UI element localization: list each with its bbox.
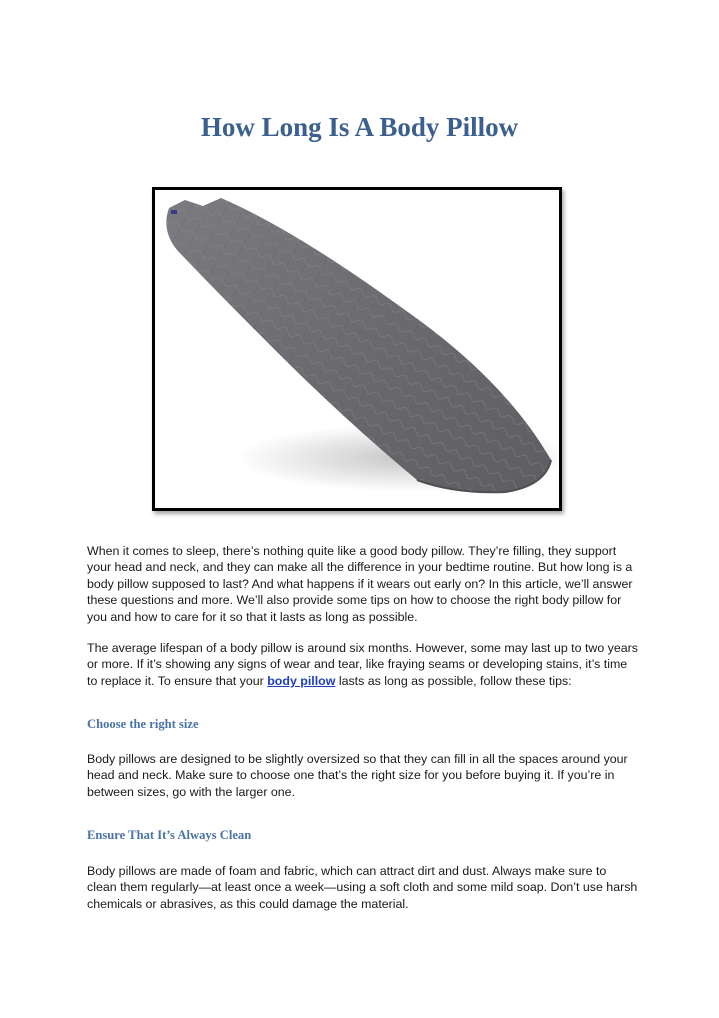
body-pillow-icon (155, 190, 559, 508)
lifespan-text-before: The average lifespan of a body pillow is around six months. However, some may last up to two years or more. If it’s showing any signs of wear and tear, like fraying seams or developing stains, it’s time to replace it. To ensure that your (87, 641, 638, 688)
clean-paragraph: Body pillows are made of foam and fabric, which can attract dirt and dust. Always make sure to clean them regularly—at least once a week—using a soft cloth and some mild soap. Don’t use harsh chemicals or abrasives, as this could damage the material. (87, 864, 638, 911)
intro-paragraph: When it comes to sleep, there’s nothing quite like a good body pillow. They’re filling, they support your head and neck, and they can make all the difference in your bedtime routine. But how long is a body pillow supposed to last? And what happens if it wears out early on? In this article, we’ll answer these questions and more. We’ll also provide some tips on how to choose the right body pillow for you and how to care for it so that it lasts as long as possible. (87, 544, 633, 624)
heading-ensure-clean: Ensure That It’s Always Clean (87, 828, 252, 842)
lifespan-text-after: lasts as long as possible, follow these tips: (335, 673, 572, 688)
size-paragraph: Body pillows are designed to be slightly oversized so that they can fill in all the spaces around your head and neck. Make sure to choose one that’s the right size for you before buying it. If you’re in between sizes, go with the larger one. (87, 752, 628, 799)
heading-choose-size: Choose the right size (87, 717, 199, 731)
pillow-image (152, 187, 562, 511)
body-pillow-link[interactable]: body pillow (267, 673, 336, 688)
page-title: How Long Is A Body Pillow (200, 112, 519, 142)
lifespan-paragraph (87, 640, 639, 689)
